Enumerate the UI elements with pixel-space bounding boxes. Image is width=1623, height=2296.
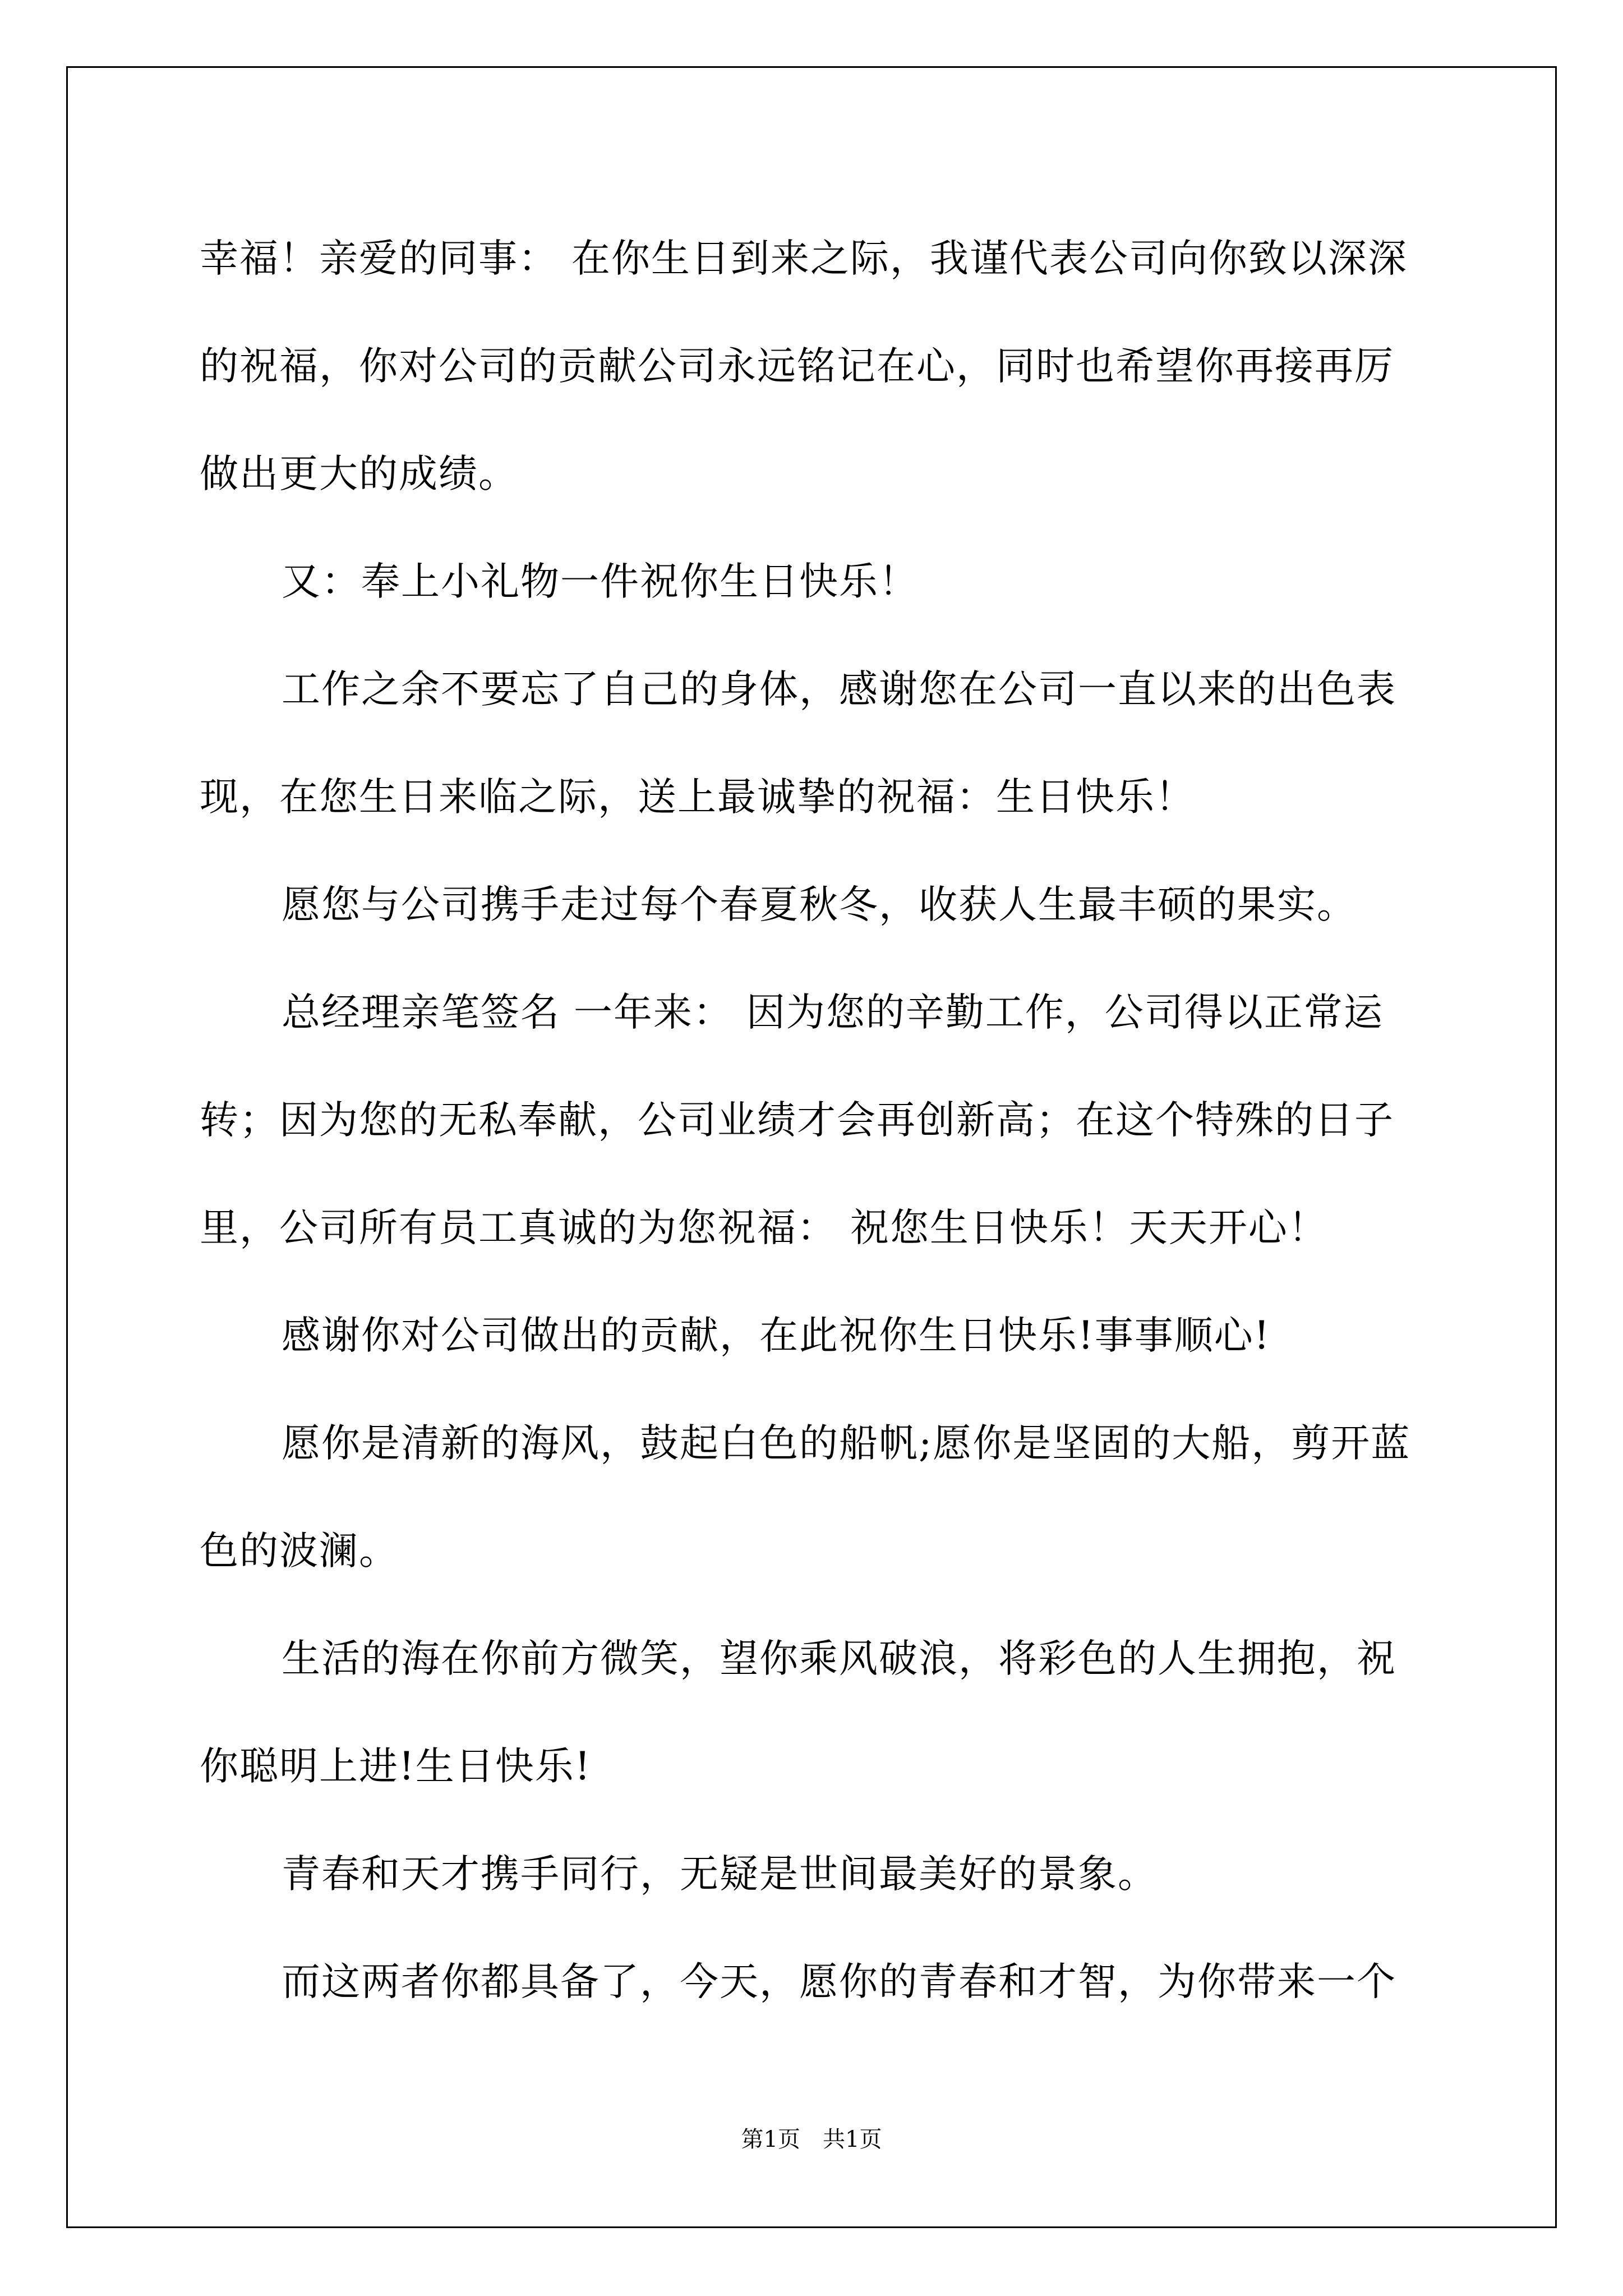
paragraph-7: 愿你是清新的海风，鼓起白色的船帆;愿你是坚固的大船，剪开蓝色的波澜。 [200,1421,1411,1573]
paragraph-1: 幸福！亲爱的同事： 在你生日到来之际，我谨代表公司向你致以深深的祝福，你对公司的贡献公司永远铭记在心，同时也希望你再接再厉做出更大的成绩。 [200,236,1408,496]
page-total: 共1页 [823,2127,882,2152]
paragraph-9: 青春和天才携手同行，无疑是世间最美好的景象。 [282,1852,1158,1897]
document-body [200,205,1433,2036]
paragraph-10: 而这两者你都具备了，今天，愿你的青春和才智，为你带来一个 [282,1959,1396,2004]
paragraph-8: 生活的海在你前方微笑，望你乘风破浪，将彩色的人生拥抱，祝你聪明上进!生日快乐! [200,1636,1396,1789]
page-footer [0,2122,1623,2154]
paragraph-5: 总经理亲笔签名 一年来： 因为您的辛勤工作，公司得以正常运转；因为您的无私奉献，公司业绩才会再创新高；在这个特殊的日子里，公司所有员工真诚的为您祝福： 祝您生日快乐！天天开心！ [200,990,1394,1250]
page-number: 第1页 [741,2127,800,2152]
paragraph-4: 愿您与公司携手走过每个春夏秋冬，收获人生最丰硕的果实。 [282,882,1357,927]
paragraph-3: 工作之余不要忘了自己的身体，感谢您在公司一直以来的出色表现，在您生日来临之际，送上最诚挚的祝福：生日快乐！ [200,667,1396,820]
paragraph-2: 又：奉上小礼物一件祝你生日快乐！ [282,559,919,604]
paragraph-6: 感谢你对公司做出的贡献，在此祝你生日快乐!事事顺心! [282,1313,1271,1358]
